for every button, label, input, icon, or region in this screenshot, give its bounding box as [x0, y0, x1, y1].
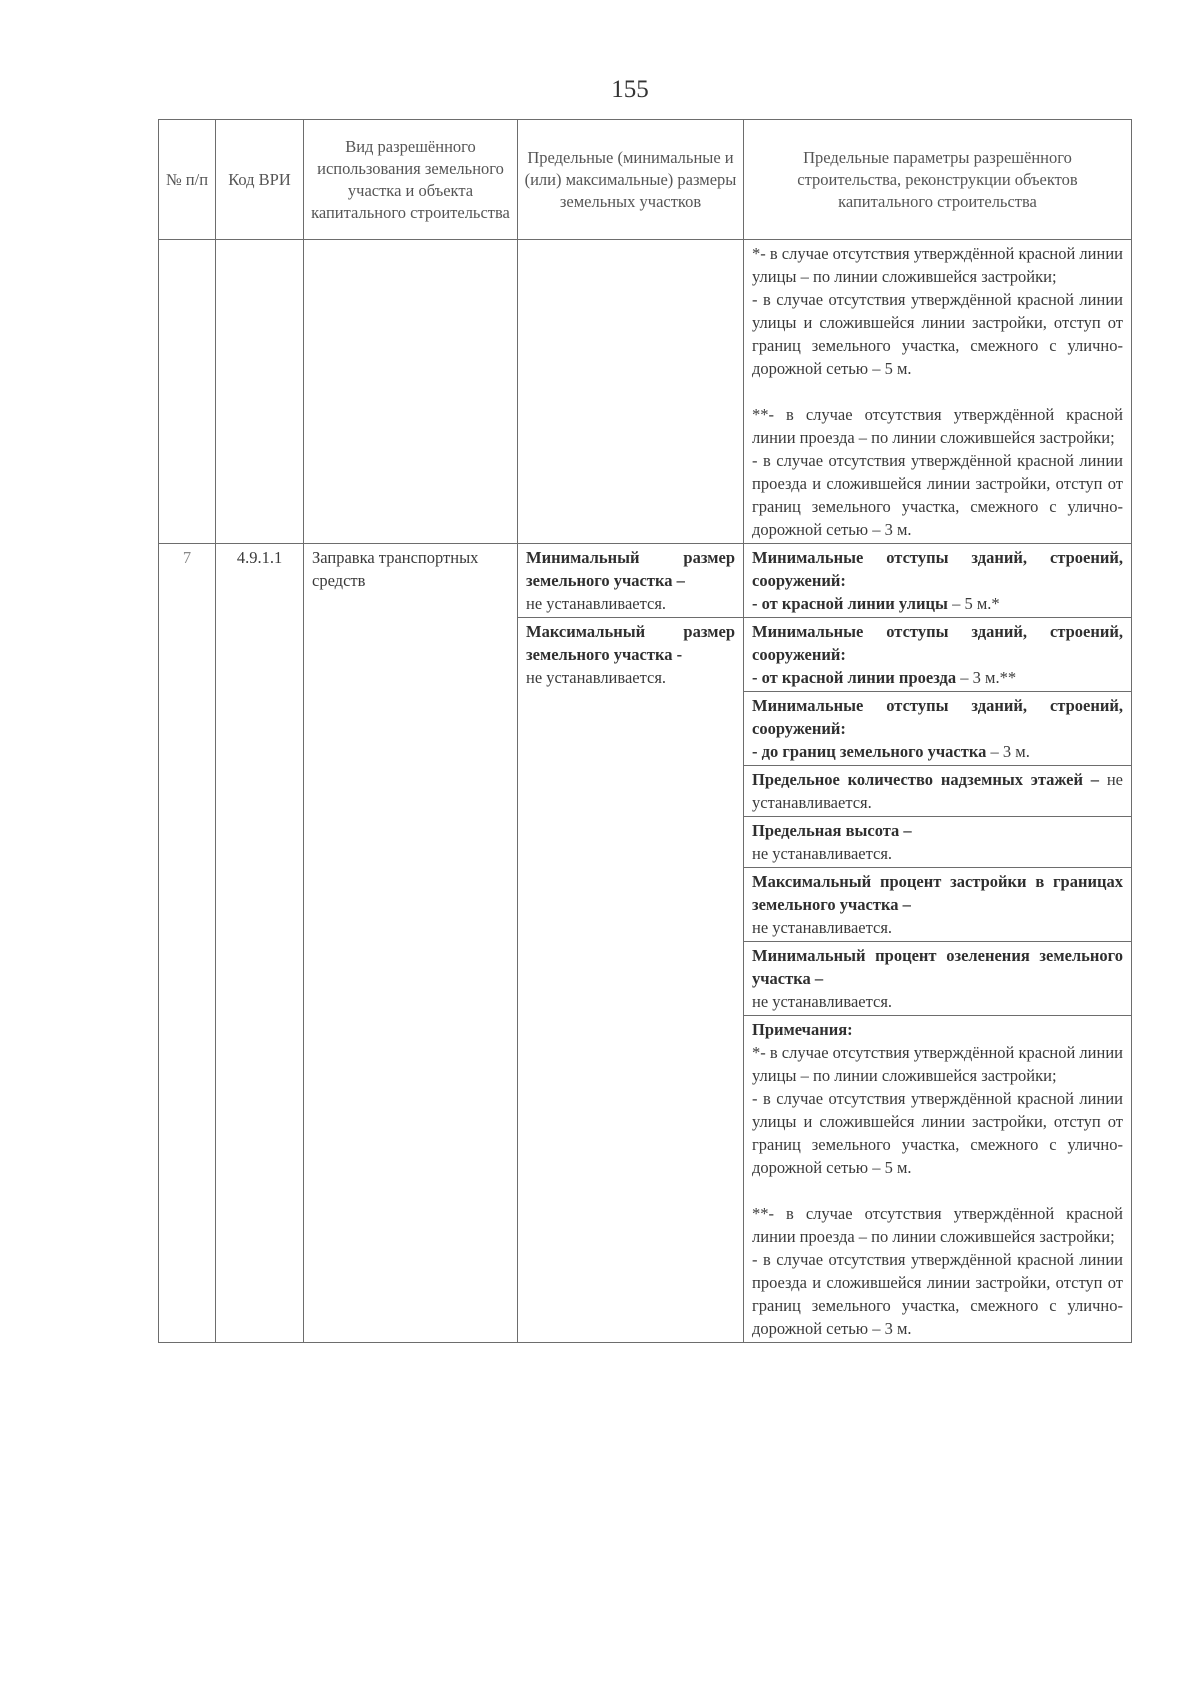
- row7-param-1: [744, 544, 1132, 618]
- row7-note1-b: - в случае отсутствия утверждённой красной линии улицы и сложившейся линии застройки, отступ от границ земельного участка, смежного с улично-дорожной сетью – 5 м.: [752, 1089, 1123, 1177]
- p7-value: не устанавливается.: [752, 992, 893, 1011]
- min-size-value: не устанавливается.: [526, 594, 667, 613]
- row7-param-2: [744, 618, 1132, 692]
- p2-value: – 3 м.**: [956, 668, 1017, 687]
- row7-note2-a: **- в случае отсутствия утверждённой красной линии проезда – по линии сложившейся застройки;: [752, 1204, 1123, 1246]
- cont-num-cell: [159, 240, 216, 544]
- land-use-table: [158, 119, 1132, 1343]
- row7-param-7: [744, 942, 1132, 1016]
- min-size-title: Минимальный размер земельного участка –: [526, 548, 735, 590]
- notes-title: Примечания:: [752, 1020, 853, 1039]
- p5-title: Предельная высота –: [752, 821, 912, 840]
- cont-note1-a: *- в случае отсутствия утверждённой красной линии улицы – по линии сложившейся застройки;: [752, 244, 1123, 286]
- p4-value: не устанавливается.: [752, 770, 1123, 812]
- row-7-a: [159, 544, 1132, 618]
- page-number: 155: [611, 76, 649, 103]
- cont-size-cell: [518, 240, 744, 544]
- cont-use-cell: [304, 240, 518, 544]
- header-row: [159, 120, 1132, 240]
- row7-max-size: [518, 618, 744, 1343]
- row7-param-4: [744, 766, 1132, 817]
- p5-value: не устанавливается.: [752, 844, 893, 863]
- p3-value: – 3 м.: [986, 742, 1030, 761]
- cont-code-cell: [216, 240, 304, 544]
- header-use-type: Вид разрешённого использования земельного участка и объекта капитального строительства: [304, 120, 518, 240]
- row7-notes: [744, 1016, 1132, 1343]
- row7-min-size: [518, 544, 744, 618]
- p3-title: Минимальные отступы зданий, строений, сооружений:: [752, 696, 1123, 738]
- max-size-value: не устанавливается.: [526, 668, 667, 687]
- p2-line: - от красной линии проезда: [752, 668, 957, 687]
- p1-value: – 5 м.*: [947, 594, 1000, 613]
- p6-value: не устанавливается.: [752, 918, 893, 937]
- row7-note2-b: - в случае отсутствия утверждённой красной линии проезда и сложившейся линии застройки, отступ от границ земельного участка, смежного с улично-дорожной сетью – 3 м.: [752, 1250, 1123, 1338]
- row7-use-type: Заправка транспортных средств: [304, 544, 518, 1343]
- p6-title: Максимальный процент застройки в границах земельного участка –: [752, 872, 1123, 914]
- row7-param-6: [744, 868, 1132, 942]
- cont-params-cell: [744, 240, 1132, 544]
- cont-note2-b: - в случае отсутствия утверждённой красной линии проезда и сложившейся линии застройки, отступ от границ земельного участка, смежного с улично-дорожной сетью – 3 м.: [752, 451, 1123, 539]
- cont-note1-b: - в случае отсутствия утверждённой красной линии улицы и сложившейся линии застройки, отступ от границ земельного участка, смежного с улично-дорожной сетью – 5 м.: [752, 290, 1123, 378]
- header-params: Предельные параметры разрешённого строительства, реконструкции объектов капитального строительства: [744, 120, 1132, 240]
- header-code: Код ВРИ: [216, 120, 304, 240]
- row7-param-5: [744, 817, 1132, 868]
- p3-line: - до границ земельного участка: [752, 742, 987, 761]
- p7-title: Минимальный процент озеленения земельного участка –: [752, 946, 1123, 988]
- row7-param-3: [744, 692, 1132, 766]
- max-size-title: Максимальный размер земельного участка -: [526, 622, 735, 664]
- cont-note2-a: **- в случае отсутствия утверждённой красной линии проезда – по линии сложившейся застройки;: [752, 405, 1123, 447]
- header-num: № п/п: [159, 120, 216, 240]
- p1-title: Минимальные отступы зданий, строений, сооружений:: [752, 548, 1123, 590]
- header-plot-sizes: Предельные (минимальные и (или) максимальные) размеры земельных участков: [518, 120, 744, 240]
- p2-title: Минимальные отступы зданий, строений, сооружений:: [752, 622, 1123, 664]
- p1-line: - от красной линии улицы: [752, 594, 948, 613]
- row7-code: 4.9.1.1: [216, 544, 304, 1343]
- continuation-row: [159, 240, 1132, 544]
- row7-num: 7: [159, 544, 216, 1343]
- p4-title: Предельное количество надземных этажей –: [752, 770, 1100, 789]
- row7-note1-a: *- в случае отсутствия утверждённой красной линии улицы – по линии сложившейся застройки;: [752, 1043, 1123, 1085]
